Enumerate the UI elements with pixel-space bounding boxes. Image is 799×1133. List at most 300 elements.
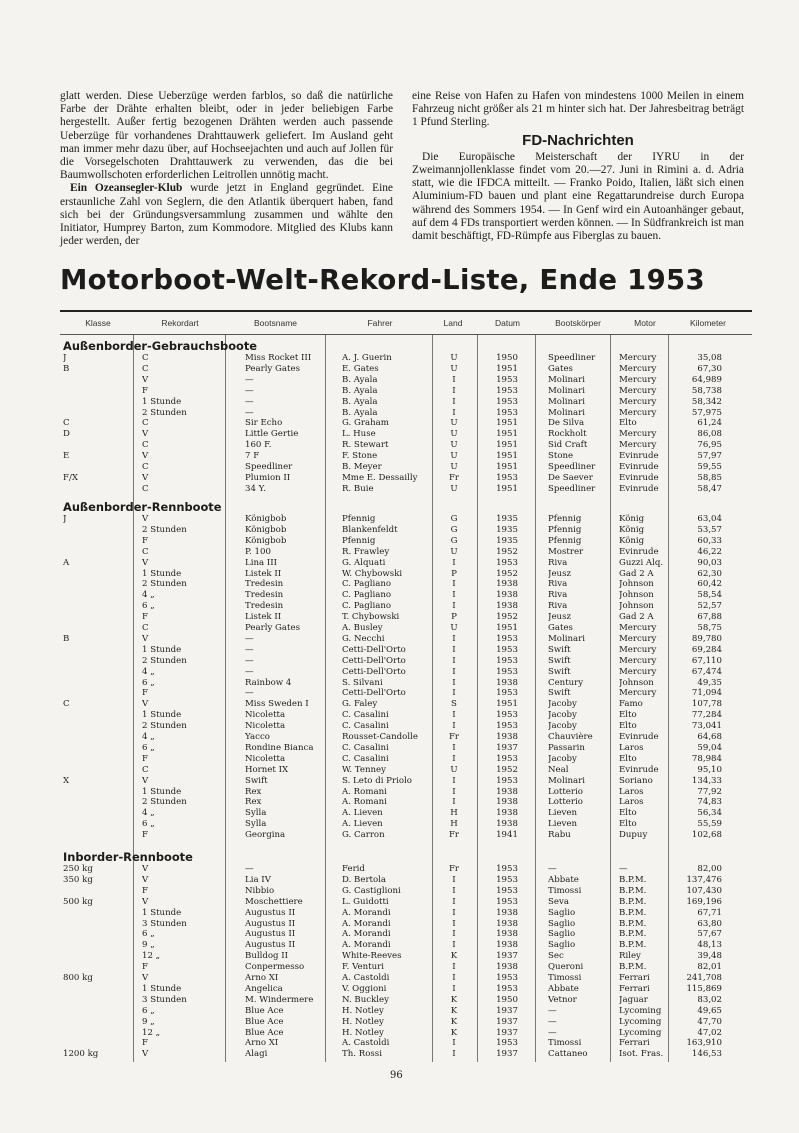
cell-rekordart: F xyxy=(142,612,148,623)
cell-bootskoerper: Timossi xyxy=(548,973,582,983)
cell-fahrer: L. Guidotti xyxy=(342,896,389,907)
cell-motor: König xyxy=(619,514,645,524)
cell-land: I xyxy=(452,874,456,885)
cell-fahrer: A. Lieven xyxy=(342,808,383,819)
cell-fahrer: B. Meyer xyxy=(342,462,382,472)
cell-rekordart: 2 Stunden xyxy=(142,797,187,808)
cell-datum: 1953 xyxy=(496,721,518,732)
cell-land: I xyxy=(452,973,456,983)
intro-left-column xyxy=(60,90,393,248)
cell-motor: König xyxy=(619,524,645,535)
klub-text: wurde jetzt in England gegründet. Eine erstaunliche Zahl von Seglern, die den Atlantik überquert haben, fand sich bei der Gründungsversammlung zusammen und wählte den Initiator, Humprey Barton, zum Kommodore. Mitglied des Klubs kann jeder werden, der xyxy=(60,182,393,248)
cell-datum: 1935 xyxy=(496,535,518,546)
cell-motor: Lycoming xyxy=(619,1016,662,1027)
cell-fahrer: G. Castiglioni xyxy=(342,885,401,896)
cell-datum: 1952 xyxy=(496,546,518,557)
cell-bootsname: P. 100 xyxy=(245,546,271,557)
cell-land: Fr xyxy=(448,472,460,483)
cell-land: I xyxy=(452,579,456,590)
table-row xyxy=(0,886,799,897)
cell-rekordart: 1 Stunde xyxy=(142,396,182,407)
cell-datum: 1953 xyxy=(496,557,518,568)
cell-fahrer: A. Morandi xyxy=(342,918,391,929)
cell-fahrer: F. Venturi xyxy=(342,962,384,973)
cell-fahrer: A. Lieven xyxy=(342,819,383,830)
cell-rekordart: V xyxy=(142,451,149,462)
table-row xyxy=(0,558,799,569)
cell-fahrer: White-Reeves xyxy=(342,951,402,962)
cell-motor: Gad 2 A xyxy=(619,612,654,623)
fd-text: Die Europäische Meisterschaft der IYRU in der Zweimannjollenklasse findet vom 20.—27. Juni in Rimini a. d. Adria statt, wie die IFDCA mitteilt. — Franko Poido, Italien, läßt sich einen Aluminium-FD bauen und plant eine Regattarundreise durch Europa während des Sommers 1954. — In Genf wird ein Autoanhänger gebaut, auf dem 4 FDs transportiert werden können. — In Südfrankreich ist man damit beschäftigt, FD-Rümpfe aus Fiberglas zu bauen. xyxy=(412,150,744,243)
cell-land: I xyxy=(452,940,456,951)
cell-land: K xyxy=(450,994,458,1005)
cell-rekordart: F xyxy=(142,753,148,764)
table-row xyxy=(0,1017,799,1028)
cell-klasse: C xyxy=(63,699,70,710)
cell-land: I xyxy=(452,644,456,655)
cell-rekordart: 6 „ xyxy=(142,677,155,688)
cell-datum: 1935 xyxy=(496,524,518,535)
cell-bootskoerper: Lieven xyxy=(548,819,578,830)
cell-bootsname: Nicoletta xyxy=(245,721,286,732)
cell-rekordart: 2 Stunden xyxy=(142,579,187,590)
cell-rekordart: 6 „ xyxy=(142,819,155,830)
table-row xyxy=(0,429,799,440)
cell-bootskoerper: Chauvière xyxy=(548,732,593,742)
cell-datum: 1951 xyxy=(496,418,518,429)
cell-kilometer: 58,75 xyxy=(697,623,722,633)
section-title: Inborder-Rennboote xyxy=(63,850,193,864)
cell-kilometer: 64,989 xyxy=(691,374,722,385)
cell-datum: 1953 xyxy=(496,896,518,907)
table-row xyxy=(0,721,799,732)
cell-bootskoerper: Queroni xyxy=(548,962,584,973)
cell-motor: B.P.M. xyxy=(619,929,647,940)
cell-fahrer: Ferid xyxy=(342,864,365,874)
cell-motor: Jaguar xyxy=(619,994,648,1005)
cell-fahrer: R. Stewart xyxy=(342,440,389,451)
cell-land: I xyxy=(452,775,456,786)
cell-kilometer: 77,92 xyxy=(697,786,722,797)
cell-fahrer: F. Stone xyxy=(342,451,378,462)
cell-fahrer: A. Morandi xyxy=(342,929,391,940)
cell-motor: Mercury xyxy=(619,374,657,385)
cell-land: I xyxy=(452,688,456,699)
cell-bootskoerper: Speedliner xyxy=(548,483,596,494)
cell-land: I xyxy=(452,710,456,721)
cell-rekordart: V xyxy=(142,699,149,710)
cell-land: H xyxy=(450,808,458,819)
cell-bootskoerper: Neal xyxy=(548,764,569,775)
cell-bootsname: Rex xyxy=(245,797,262,808)
cell-klasse: 350 kg xyxy=(63,874,93,885)
cell-datum: 1938 xyxy=(496,918,518,929)
cell-bootskoerper: Jacoby xyxy=(548,721,577,732)
cell-motor: Mercury xyxy=(619,633,657,644)
cell-rekordart: 1 Stunde xyxy=(142,644,182,655)
cell-rekordart: 6 „ xyxy=(142,601,155,612)
cell-bootsname: Augustus II xyxy=(245,940,296,951)
cell-kilometer: 57,67 xyxy=(697,929,722,940)
cell-bootsname: Nibbio xyxy=(245,885,275,896)
cell-datum: 1938 xyxy=(496,786,518,797)
cell-rekordart: V xyxy=(142,557,149,568)
cell-bootsname: — xyxy=(245,633,254,644)
table-row xyxy=(0,514,799,525)
cell-bootsname: Conpermesso xyxy=(245,962,305,973)
cell-bootskoerper: Speedliner xyxy=(548,462,596,472)
fd-title: FD-Nachrichten xyxy=(522,131,634,149)
table-row xyxy=(0,473,799,484)
header-klasse: Klasse xyxy=(85,318,111,328)
cell-datum: 1953 xyxy=(496,666,518,677)
cell-kilometer: 73,041 xyxy=(691,721,722,732)
cell-rekordart: C xyxy=(142,440,149,451)
cell-rekordart: V xyxy=(142,874,149,885)
cell-motor: Isot. Fras. xyxy=(619,1049,664,1060)
cell-klasse: 1200 kg xyxy=(63,1049,99,1060)
cell-rekordart: 1 Stunde xyxy=(142,568,182,579)
cell-land: G xyxy=(450,535,458,546)
cell-rekordart: 12 „ xyxy=(142,951,161,962)
cell-motor: B.P.M. xyxy=(619,885,647,896)
cell-motor: Mercury xyxy=(619,396,657,407)
cell-motor: Ferrari xyxy=(619,983,650,994)
cell-datum: 1938 xyxy=(496,962,518,973)
cell-fahrer: G. Necchi xyxy=(342,633,385,644)
cell-kilometer: 67,474 xyxy=(691,666,722,677)
cell-datum: 1935 xyxy=(496,514,518,524)
cell-kilometer: 67,30 xyxy=(697,363,722,374)
cell-fahrer: A. Morandi xyxy=(342,940,391,951)
cell-bootsname: — xyxy=(245,655,254,666)
cell-fahrer: A. Busley xyxy=(342,623,383,633)
cell-kilometer: 107,78 xyxy=(691,699,722,710)
cell-fahrer: W. Chybowski xyxy=(342,568,403,579)
cell-bootskoerper: Timossi xyxy=(548,885,582,896)
title-rule xyxy=(60,310,752,312)
cell-motor: Mercury xyxy=(619,644,657,655)
cell-bootsname: Lia IV xyxy=(245,874,271,885)
cell-bootsname: Arno XI xyxy=(245,1038,279,1049)
cell-rekordart: V xyxy=(142,374,149,385)
cell-land: Fr xyxy=(448,732,460,742)
cell-kilometer: 82,01 xyxy=(697,962,722,973)
page-title: Motorboot-Welt-Rekord-Liste, Ende 1953 xyxy=(60,264,705,296)
cell-bootsname: Bulldog II xyxy=(245,951,289,962)
cell-fahrer: A. Castoldi xyxy=(342,973,390,983)
cell-fahrer: G. Graham xyxy=(342,418,389,429)
cell-motor: B.P.M. xyxy=(619,874,647,885)
cell-kilometer: 52,57 xyxy=(697,601,722,612)
cell-klasse: 250 kg xyxy=(63,864,93,874)
table-row xyxy=(0,547,799,558)
cell-fahrer: Pfennig xyxy=(342,514,376,524)
cell-rekordart: C xyxy=(142,418,149,429)
table-row xyxy=(0,1028,799,1039)
cell-fahrer: Rousset-Candolle xyxy=(342,732,418,742)
cell-motor: Ferrari xyxy=(619,973,650,983)
cell-land: U xyxy=(450,546,458,557)
cell-land: I xyxy=(452,666,456,677)
cell-datum: 1951 xyxy=(496,440,518,451)
cell-land: G xyxy=(450,514,458,524)
cell-kilometer: 62,30 xyxy=(697,568,722,579)
table-row xyxy=(0,808,799,819)
cell-land: K xyxy=(450,1005,458,1016)
cell-rekordart: F xyxy=(142,885,148,896)
cell-land: I xyxy=(452,929,456,940)
cell-rekordart: 4 „ xyxy=(142,808,155,819)
cell-rekordart: F xyxy=(142,1038,148,1049)
cell-kilometer: 102,68 xyxy=(691,830,722,841)
cell-datum: 1952 xyxy=(496,568,518,579)
cell-fahrer: R. Frawley xyxy=(342,546,390,557)
cell-datum: 1937 xyxy=(496,1049,518,1060)
cell-motor: Elto xyxy=(619,721,637,732)
cell-datum: 1953 xyxy=(496,864,518,874)
cell-fahrer: D. Bertola xyxy=(342,874,387,885)
cell-land: U xyxy=(450,764,458,775)
cell-rekordart: 2 Stunden xyxy=(142,524,187,535)
cell-datum: 1953 xyxy=(496,644,518,655)
cell-land: U xyxy=(450,451,458,462)
cell-motor: B.P.M. xyxy=(619,918,647,929)
table-row xyxy=(0,484,799,495)
cell-bootskoerper: Saglio xyxy=(548,929,576,940)
cell-klasse: A xyxy=(63,557,70,568)
cell-bootsname: — xyxy=(245,385,254,396)
table-row xyxy=(0,919,799,930)
cell-rekordart: F xyxy=(142,962,148,973)
cell-rekordart: C xyxy=(142,764,149,775)
header-motor: Motor xyxy=(634,318,656,328)
cell-datum: 1950 xyxy=(496,353,518,363)
cell-land: I xyxy=(452,1038,456,1049)
cell-kilometer: 67,110 xyxy=(691,655,722,666)
cell-land: I xyxy=(452,753,456,764)
cell-motor: B.P.M. xyxy=(619,896,647,907)
cell-motor: Johnson xyxy=(619,579,654,590)
cell-klasse: F/X xyxy=(63,472,78,483)
cell-land: I xyxy=(452,742,456,753)
cell-bootskoerper: Jacoby xyxy=(548,710,577,721)
cell-motor: Elto xyxy=(619,819,637,830)
cell-land: I xyxy=(452,590,456,601)
cell-kilometer: 90,03 xyxy=(697,557,722,568)
header-kilometer: Kilometer xyxy=(690,318,726,328)
cell-bootsname: Yacco xyxy=(245,732,270,742)
cell-kilometer: 59,55 xyxy=(697,462,722,472)
cell-datum: 1953 xyxy=(496,374,518,385)
cell-bootsname: Speedliner xyxy=(245,462,293,472)
cell-kilometer: 61,24 xyxy=(697,418,722,429)
cell-fahrer: Th. Rossi xyxy=(342,1049,382,1060)
table-row xyxy=(0,743,799,754)
cell-datum: 1953 xyxy=(496,1038,518,1049)
cell-land: U xyxy=(450,462,458,472)
cell-rekordart: C xyxy=(142,483,149,494)
cell-rekordart: C xyxy=(142,363,149,374)
cell-rekordart: 2 Stunden xyxy=(142,407,187,418)
cell-fahrer: G. Faley xyxy=(342,699,378,710)
cell-bootskoerper: Vetnor xyxy=(548,994,577,1005)
cell-bootsname: Plumion II xyxy=(245,472,291,483)
cell-rekordart: 2 Stunden xyxy=(142,655,187,666)
cell-motor: Evinrude xyxy=(619,764,659,775)
cell-datum: 1950 xyxy=(496,994,518,1005)
cell-kilometer: 39,48 xyxy=(697,951,722,962)
cell-motor: Evinrude xyxy=(619,472,659,483)
cell-bootskoerper: — xyxy=(548,1016,557,1027)
cell-land: I xyxy=(452,983,456,994)
cell-bootsname: Nicoletta xyxy=(245,710,286,721)
cell-land: U xyxy=(450,429,458,440)
cell-datum: 1938 xyxy=(496,590,518,601)
table-row xyxy=(0,569,799,580)
cell-fahrer: Cetti-Dell'Orto xyxy=(342,666,406,677)
cell-kilometer: 46,22 xyxy=(697,546,722,557)
cell-rekordart: 1 Stunde xyxy=(142,983,182,994)
cell-fahrer: A. J. Guerin xyxy=(342,353,392,363)
cell-fahrer: Mme E. Dessailly xyxy=(342,472,418,483)
cell-kilometer: 53,57 xyxy=(697,524,722,535)
cell-kilometer: 169,196 xyxy=(686,896,722,907)
cell-bootsname: Hornet IX xyxy=(245,764,289,775)
table-row xyxy=(0,787,799,798)
cell-fahrer: C. Casalini xyxy=(342,742,389,753)
cell-land: I xyxy=(452,918,456,929)
cell-bootskoerper: Saglio xyxy=(548,940,576,951)
cell-fahrer: E. Gates xyxy=(342,363,379,374)
cell-land: H xyxy=(450,819,458,830)
cell-datum: 1938 xyxy=(496,579,518,590)
cell-bootskoerper: Swift xyxy=(548,655,571,666)
table-row xyxy=(0,797,799,808)
cell-bootsname: Georgina xyxy=(245,830,286,841)
cell-bootskoerper: Riva xyxy=(548,579,568,590)
cell-rekordart: V xyxy=(142,472,149,483)
cell-motor: Evinrude xyxy=(619,451,659,462)
cell-fahrer: C. Casalini xyxy=(342,753,389,764)
cell-land: I xyxy=(452,385,456,396)
cell-bootskoerper: Pfennig xyxy=(548,514,582,524)
cell-kilometer: 57,975 xyxy=(691,407,722,418)
cell-motor: Ferrari xyxy=(619,1038,650,1049)
cell-bootsname: Sylla xyxy=(245,819,267,830)
cell-fahrer: C. Pagliano xyxy=(342,579,392,590)
cell-bootskoerper: De Saever xyxy=(548,472,593,483)
cell-bootskoerper: Molinari xyxy=(548,407,585,418)
cell-motor: Elto xyxy=(619,753,637,764)
table-row xyxy=(0,601,799,612)
cell-fahrer: Pfennig xyxy=(342,535,376,546)
cell-fahrer: Blankenfeldt xyxy=(342,524,398,535)
cell-motor: B.P.M. xyxy=(619,940,647,951)
table-row xyxy=(0,776,799,787)
table-row xyxy=(0,864,799,875)
cell-klasse: B xyxy=(63,633,70,644)
cell-land: K xyxy=(450,1016,458,1027)
cell-fahrer: A. Morandi xyxy=(342,907,391,918)
cell-bootskoerper: Gates xyxy=(548,623,573,633)
table-row xyxy=(0,830,799,841)
cell-motor: Laros xyxy=(619,742,644,753)
cell-klasse: C xyxy=(63,418,70,429)
table-row xyxy=(0,710,799,721)
cell-datum: 1953 xyxy=(496,688,518,699)
section-title: Außenborder-Rennboote xyxy=(63,500,222,514)
cell-bootskoerper: Passarin xyxy=(548,742,585,753)
cell-datum: 1952 xyxy=(496,764,518,775)
cell-kilometer: 56,34 xyxy=(697,808,722,819)
table-row xyxy=(0,440,799,451)
cell-land: I xyxy=(452,797,456,808)
cell-kilometer: 78,984 xyxy=(691,753,722,764)
cell-kilometer: 163,910 xyxy=(686,1038,722,1049)
cell-kilometer: 134,33 xyxy=(691,775,722,786)
cell-bootsname: — xyxy=(245,374,254,385)
cell-kilometer: 67,88 xyxy=(697,612,722,623)
cell-rekordart: 4 „ xyxy=(142,590,155,601)
cell-motor: Elto xyxy=(619,710,637,721)
table-row xyxy=(0,819,799,830)
table-row xyxy=(0,984,799,995)
cell-fahrer: N. Buckley xyxy=(342,994,389,1005)
table-row xyxy=(0,667,799,678)
cell-rekordart: 6 „ xyxy=(142,929,155,940)
cell-motor: Guzzi Alq. xyxy=(619,557,664,568)
cell-datum: 1953 xyxy=(496,775,518,786)
cell-motor: Dupuy xyxy=(619,830,648,841)
cell-datum: 1951 xyxy=(496,623,518,633)
cell-motor: Evinrude xyxy=(619,483,659,494)
cell-bootskoerper: Lotterio xyxy=(548,786,583,797)
cell-datum: 1951 xyxy=(496,363,518,374)
cell-klasse: X xyxy=(63,775,70,786)
cell-rekordart: 1 Stunde xyxy=(142,907,182,918)
cell-klasse: 500 kg xyxy=(63,896,93,907)
cell-bootskoerper: Molinari xyxy=(548,633,585,644)
cell-kilometer: 115,869 xyxy=(686,983,722,994)
cell-rekordart: 4 „ xyxy=(142,666,155,677)
table-row xyxy=(0,875,799,886)
cell-land: U xyxy=(450,623,458,633)
cell-bootsname: Königbob xyxy=(245,514,287,524)
cell-motor: Laros xyxy=(619,797,644,808)
cell-bootskoerper: Sid Craft xyxy=(548,440,588,451)
table-row xyxy=(0,656,799,667)
table-row xyxy=(0,1006,799,1017)
cell-datum: 1938 xyxy=(496,819,518,830)
cell-kilometer: 67,71 xyxy=(697,907,722,918)
cell-datum: 1953 xyxy=(496,885,518,896)
cell-fahrer: V. Oggioni xyxy=(342,983,387,994)
cell-motor: Mercury xyxy=(619,407,657,418)
cell-motor: Johnson xyxy=(619,677,654,688)
cell-bootskoerper: Jacoby xyxy=(548,753,577,764)
cell-datum: 1951 xyxy=(496,451,518,462)
cell-datum: 1938 xyxy=(496,940,518,951)
cell-bootsname: — xyxy=(245,407,254,418)
cell-rekordart: C xyxy=(142,623,149,633)
cell-land: I xyxy=(452,677,456,688)
cell-datum: 1953 xyxy=(496,396,518,407)
cell-motor: Mercury xyxy=(619,363,657,374)
cell-bootskoerper: Molinari xyxy=(548,775,585,786)
cell-datum: 1953 xyxy=(496,973,518,983)
cell-bootsname: 34 Y. xyxy=(245,483,266,494)
